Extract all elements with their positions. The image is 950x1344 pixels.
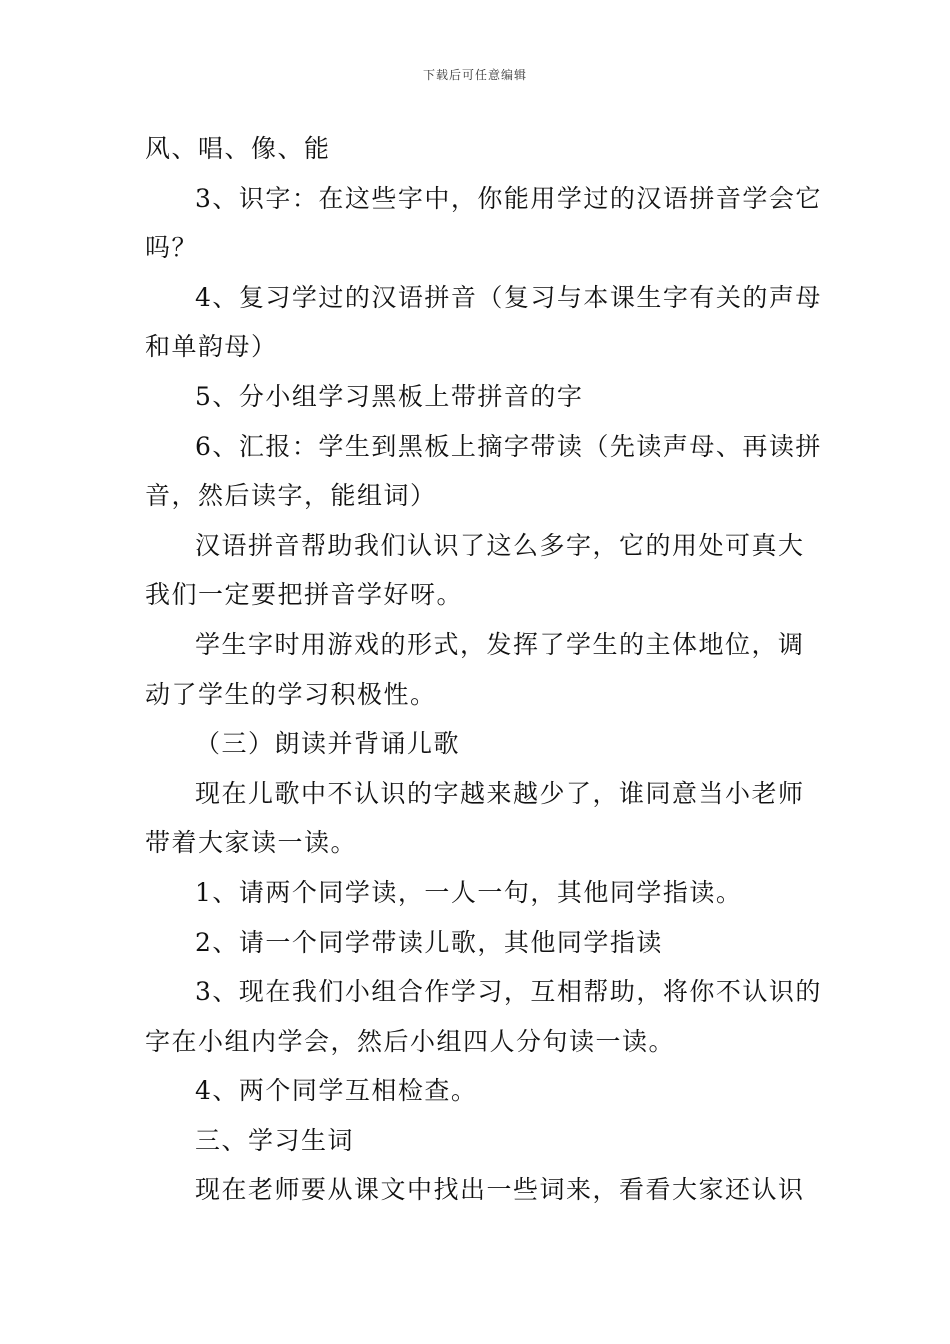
text-line: 汉语拼音帮助我们认识了这么多字，它的用处可真大 — [195, 530, 805, 560]
text-line: 2、请一个同学带读儿歌，其他同学指读 — [195, 927, 663, 957]
page-header: 下载后可任意编辑 — [422, 68, 527, 82]
text-line: 风、唱、像、能 — [145, 134, 331, 163]
text-line: 动了学生的学习积极性。 — [145, 679, 437, 709]
text-line: 3、识字：在这些字中，你能用学过的汉语拼音学会它 — [195, 183, 822, 213]
text-line: 3、现在我们小组合作学习，互相帮助，将你不认识的 — [195, 977, 822, 1007]
text-line: 5、分小组学习黑板上带拼音的字 — [195, 381, 584, 411]
text-line: 吗？ — [145, 233, 199, 263]
section-heading: （三）朗读并背诵儿歌 — [195, 729, 461, 759]
text-line: 带着大家读一读。 — [145, 828, 358, 858]
section-heading: 三、学习生词 — [195, 1125, 355, 1155]
text-line: 学生字时用游戏的形式，发挥了学生的主体地位，调 — [195, 629, 805, 659]
text-line: 和单韵母） — [145, 332, 278, 362]
text-line: 4、两个同学互相检查。 — [195, 1076, 478, 1106]
text-line: 字在小组内学会，然后小组四人分句读一读。 — [145, 1026, 676, 1056]
text-line: 现在儿歌中不认识的字越来越少了，谁同意当小老师 — [195, 778, 805, 808]
text-line: 我们一定要把拼音学好呀。 — [145, 580, 464, 610]
text-line: 音，然后读字，能组词） — [145, 481, 437, 511]
text-line: 1、请两个同学读，一人一句，其他同学指读。 — [195, 877, 743, 907]
text-line: 现在老师要从课文中找出一些词来，看看大家还认识 — [195, 1175, 805, 1205]
document-body — [145, 124, 822, 1215]
text-line: 6、汇报：学生到黑板上摘字带读（先读声母、再读拼 — [195, 431, 822, 461]
text-line: 4、复习学过的汉语拼音（复习与本课生字有关的声母 — [195, 282, 822, 312]
